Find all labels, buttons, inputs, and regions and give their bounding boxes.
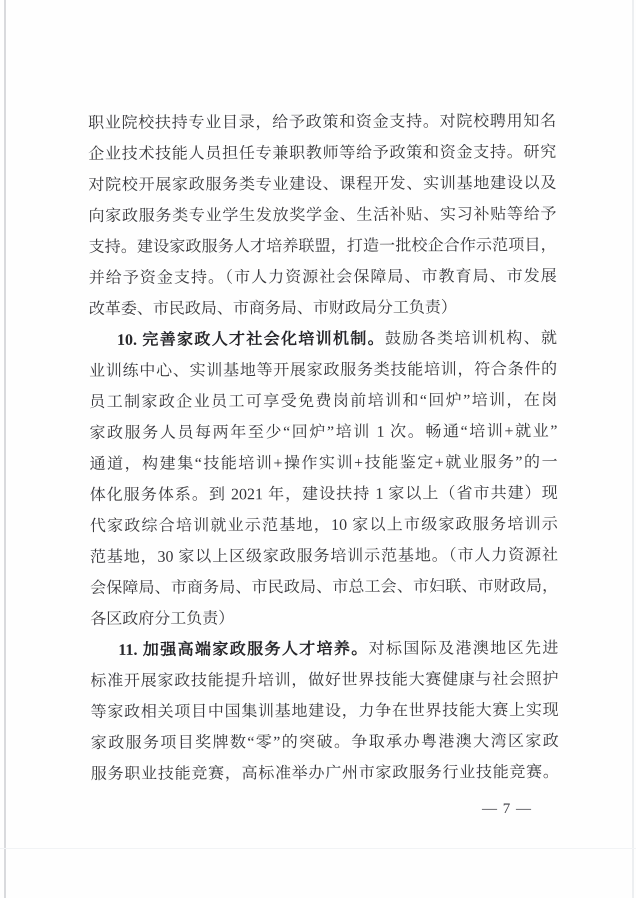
text-line: 支持。建设家政服务人才培养联盟，打造一批校企合作示范项目， (88, 236, 557, 256)
text-line: 代家政综合培训就业示范基地，10 家以上市级家政服务培训示 (89, 515, 558, 535)
text-line: 职业院校扶持专业目录，给予政策和资金支持。对院校聘用知名 (88, 112, 557, 132)
paragraph (90, 633, 559, 790)
text-line: 范基地，30 家以上区级家政服务培训示范基地。（市人力资源社 (89, 546, 558, 566)
scan-edge-left-line (4, 0, 6, 898)
paragraph (89, 323, 558, 635)
text-line: 企业技术技能人员担任专兼职教师等给予政策和资金支持。研究 (88, 143, 557, 163)
text-line: 体化服务体系。到 2021 年，建设扶持 1 家以上（省市共建）现 (89, 484, 558, 504)
text-line: 对院校开展家政服务类专业建设、课程开发、实训基地建设以及 (88, 174, 557, 194)
text-line: 标准开展家政技能提升培训，做好世界技能大赛健康与社会照护 (90, 670, 559, 690)
text-line: 等家政相关项目中国集训基地建设，力争在世界技能大赛上实现 (90, 701, 559, 721)
text-line: 向家政服务类专业学生发放奖学金、生活补贴、实习补贴等给予 (88, 205, 557, 225)
text-line: 服务职业技能竞赛，高标准举办广州市家政服务行业技能竞赛。 (90, 763, 559, 783)
text-line: 10. 完善家政人才社会化培训机制。鼓励各类培训机构、就 (116, 329, 558, 349)
text-line: 11. 加强高端家政服务人才培养。对标国际及港澳地区先进 (118, 639, 559, 659)
paragraph-heading: 10. 完善家政人才社会化培训机制。 (116, 330, 386, 349)
paragraph-heading: 11. 加强高端家政服务人才培养。 (118, 640, 369, 659)
text-line: 员工制家政企业员工可享受免费岗前培训和“回炉”培训，在岗 (89, 391, 558, 411)
text-line: 家政服务项目奖牌数“零”的突破。争取承办粤港澳大湾区家政 (90, 732, 559, 752)
paragraph (88, 106, 557, 325)
scan-edge-right-line (632, 0, 634, 898)
text-line: 并给予资金支持。（市人力资源社会保障局、市教育局、市发展 (88, 267, 557, 287)
text-line: 通道，构建集“技能培训+操作实训+技能鉴定+就业服务”的一 (89, 453, 558, 473)
text-line: 家政服务人员每两年至少“回炉”培训 1 次。畅通“培训+就业” (89, 422, 558, 442)
text-line: 业训练中心、实训基地等开展家政服务类技能培训，符合条件的 (89, 360, 558, 380)
text-line: 各区政府分工负责） (90, 610, 235, 628)
text-line: 改革委、市民政局、市商务局、市财政局分工负责） (88, 299, 457, 318)
page-number: — 7 — (482, 801, 532, 817)
text-block (88, 106, 559, 790)
scan-edge-bottom-line (0, 848, 636, 849)
text-line: 会保障局、市商务局、市民政局、市总工会、市妇联、市财政局， (90, 577, 559, 597)
